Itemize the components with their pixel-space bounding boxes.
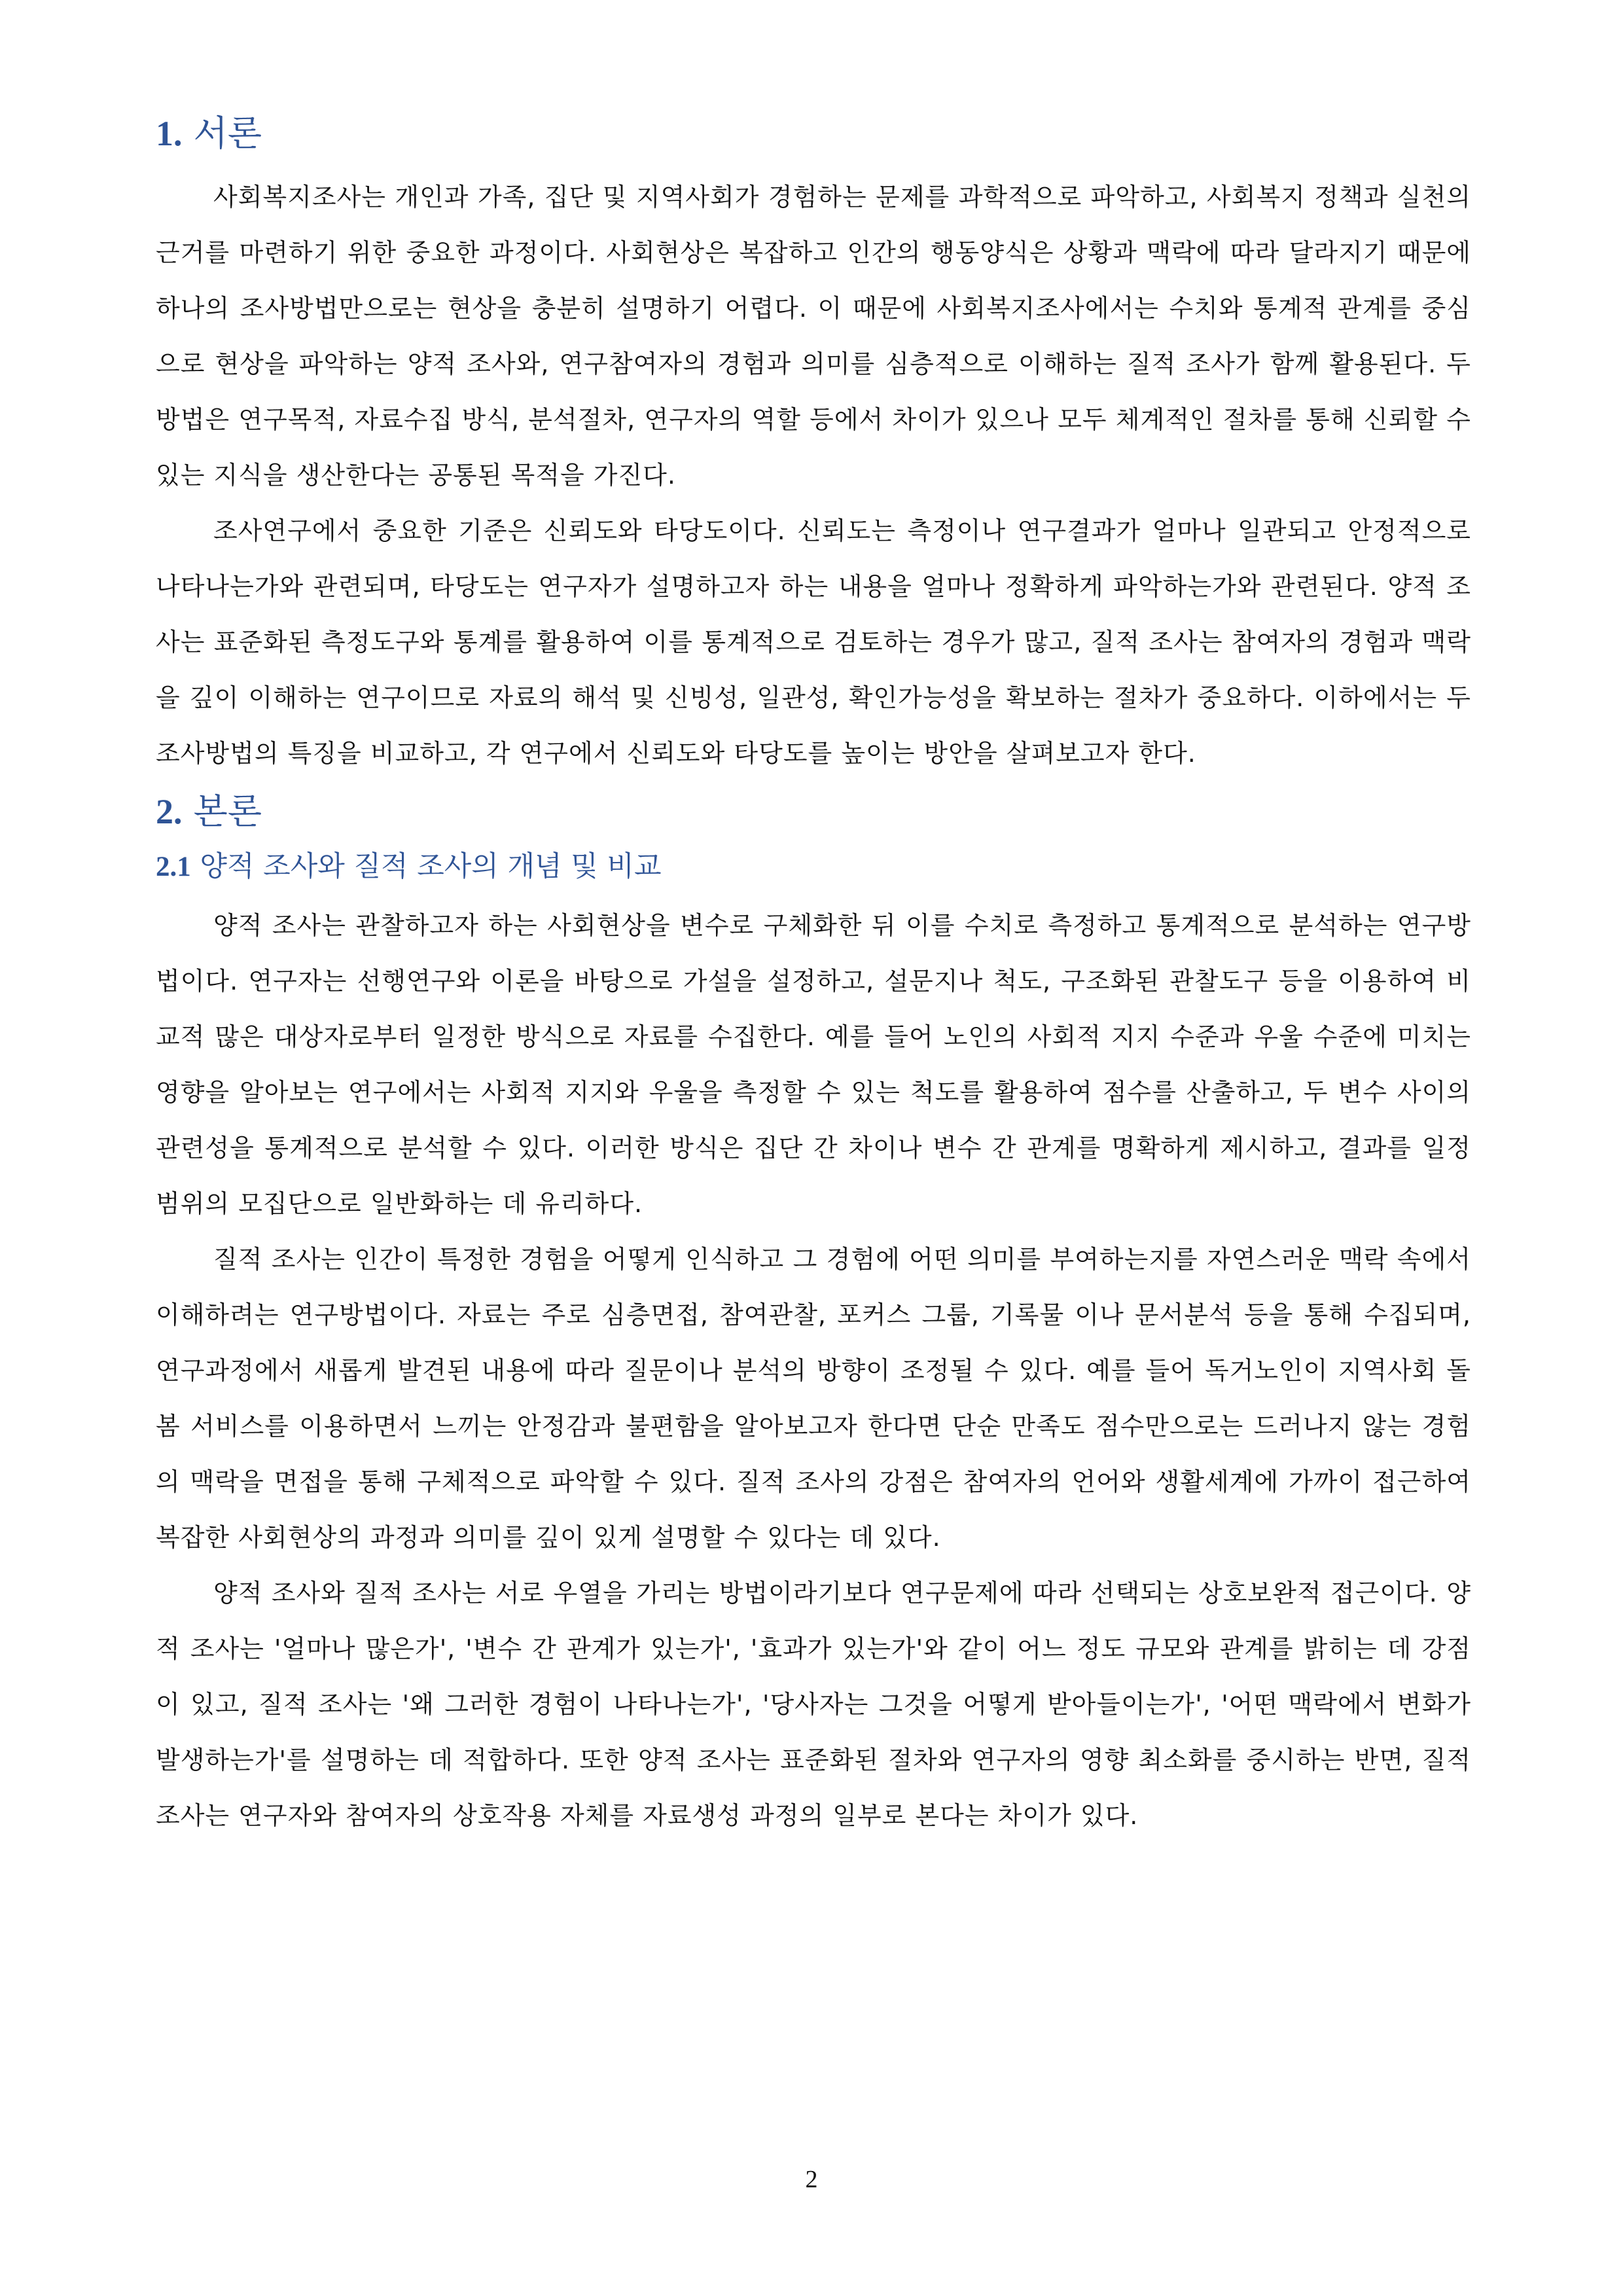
page-number: 2 [805,2166,818,2193]
section-heading-intro [156,113,1471,155]
paragraph: 양적 조사는 관찰하고자 하는 사회현상을 변수로 구체화한 뒤 이를 수치로 측정하고 통계적으로 분석하는 연구방법이다. 연구자는 선행연구와 이론을 바탕으로 가설을 설정하고, 설문지나 척도, 구조화된 관찰도구 등을 이용하여 비교적 많은 대상자로부터 일정한 방식으로 자료를 수집한다. 예를 들어 노인의 사회적 지지 수준과 우울 수준에 미치는 영향을 알아보는 연구에서는 사회적 지지와 우울을 측정할 수 있는 척도를 활용하여 점수를 산출하고, 두 변수 사이의 관련성을 통계적으로 분석할 수 있다. 이러한 방식은 집단 간 차이나 변수 간 관계를 명확하게 제시하고, 결과를 일정 범위의 모집단으로 일반화하는 데 유리하다. [156,911,1471,1219]
document-page [156,98,1471,1844]
section-title: 본론 [193,790,262,832]
subsection-heading [156,850,1471,884]
subsection-title: 양적 조사와 질적 조사의 개념 및 비교 [200,850,662,883]
section-number: 1. [156,114,183,153]
paragraph: 사회복지조사는 개인과 가족, 집단 및 지역사회가 경험하는 문제를 과학적으로 파악하고, 사회복지 정책과 실천의 근거를 마련하기 위한 중요한 과정이다. 사회현상은 복잡하고 인간의 행동양식은 상황과 맥락에 따라 달라지기 때문에 하나의 조사방법만으로는 현상을 충분히 설명하기 어렵다. 이 때문에 사회복지조사에서는 수치와 통계적 관계를 중심으로 현상을 파악하는 양적 조사와, 연구참여자의 경험과 의미를 심층적으로 이해하는 질적 조사가 함께 활용된다. 두 방법은 연구목적, 자료수집 방식, 분석절차, 연구자의 역할 등에서 차이가 있으나 모두 체계적인 절차를 통해 신뢰할 수 있는 지식을 생산한다는 공통된 목적을 가진다. [156,182,1471,490]
section-title: 서론 [193,113,262,154]
section-heading-body [156,791,1471,833]
paragraph: 양적 조사와 질적 조사는 서로 우열을 가리는 방법이라기보다 연구문제에 따라 선택되는 상호보완적 접근이다. 양적 조사는 '얼마나 많은가', '변수 간 관계가 있는가', '효과가 있는가'와 같이 어느 정도 규모와 관계를 밝히는 데 강점이 있고, 질적 조사는 '왜 그러한 경험이 나타나는가', '당사자는 그것을 어떻게 받아들이는가', '어떤 맥락에서 변화가 발생하는가'를 설명하는 데 적합하다. 또한 양적 조사는 표준화된 절차와 연구자의 영향 최소화를 중시하는 반면, 질적 조사는 연구자와 참여자의 상호작용 자체를 자료생성 과정의 일부로 본다는 차이가 있다. [156,1579,1471,1831]
paragraph: 조사연구에서 중요한 기준은 신뢰도와 타당도이다. 신뢰도는 측정이나 연구결과가 얼마나 일관되고 안정적으로 나타나는가와 관련되며, 타당도는 연구자가 설명하고자 하는 내용을 얼마나 정확하게 파악하는가와 관련된다. 양적 조사는 표준화된 측정도구와 통계를 활용하여 이를 통계적으로 검토하는 경우가 많고, 질적 조사는 참여자의 경험과 맥락을 깊이 이해하는 연구이므로 자료의 해석 및 신빙성, 일관성, 확인가능성을 확보하는 절차가 중요하다. 이하에서는 두 조사방법의 특징을 비교하고, 각 연구에서 신뢰도와 타당도를 높이는 방안을 살펴보고자 한다. [156,516,1471,768]
paragraph: 질적 조사는 인간이 특정한 경험을 어떻게 인식하고 그 경험에 어떤 의미를 부여하는지를 자연스러운 맥락 속에서 이해하려는 연구방법이다. 자료는 주로 심층면접, 참여관찰, 포커스 그룹, 기록물 이나 문서분석 등을 통해 수집되며, 연구과정에서 새롭게 발견된 내용에 따라 질문이나 분석의 방향이 조정될 수 있다. 예를 들어 독거노인이 지역사회 돌봄 서비스를 이용하면서 느끼는 안정감과 불편함을 알아보고자 한다면 단순 만족도 점수만으로는 드러나지 않는 경험의 맥락을 면접을 통해 구체적으로 파악할 수 있다. 질적 조사의 강점은 참여자의 언어와 생활세계에 가까이 접근하여 복잡한 사회현상의 과정과 의미를 깊이 있게 설명할 수 있다는 데 있다. [156,1245,1471,1552]
subsection-number: 2.1 [156,851,191,882]
section-number: 2. [156,791,183,831]
